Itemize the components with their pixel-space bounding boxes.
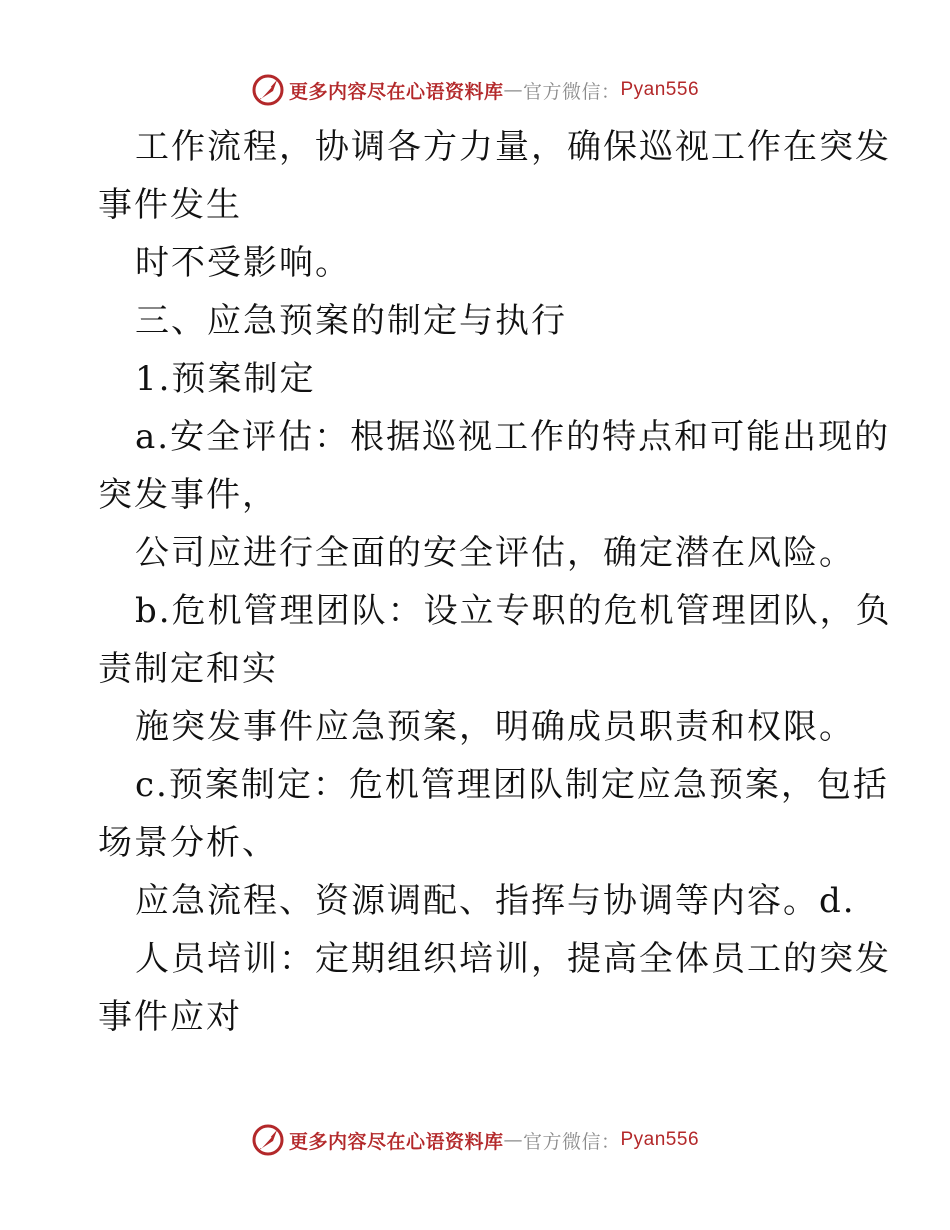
watermark-wechat-id: Pyan556 bbox=[620, 79, 700, 100]
watermark-text: 更多内容尽在心语资料库 bbox=[288, 80, 504, 103]
text-line: c.预案制定：危机管理团队制定应急预案，包括 bbox=[135, 765, 889, 805]
watermark-separator: — bbox=[503, 1129, 523, 1151]
text-line: 责制定和实 bbox=[98, 649, 278, 689]
text-line: 施突发事件应急预案，明确成员职责和权限。 bbox=[135, 707, 855, 747]
text-line: 突发事件， bbox=[98, 475, 278, 515]
text-line: 事件应对 bbox=[98, 997, 242, 1037]
document-body bbox=[98, 118, 892, 1046]
text-line: 时不受影响。 bbox=[135, 243, 351, 283]
text-line: b.危机管理团队：设立专职的危机管理团队，负 bbox=[135, 591, 892, 631]
text-line: 事件发生 bbox=[98, 185, 242, 225]
text-line: 场景分析、 bbox=[98, 823, 278, 863]
watermark-wechat-id: Pyan556 bbox=[620, 1129, 700, 1150]
text-line: 应急流程、资源调配、指挥与协调等内容。d. bbox=[135, 881, 856, 921]
subsection-heading: 1.预案制定 bbox=[135, 359, 316, 399]
watermark-label: 官方微信： bbox=[522, 80, 621, 103]
watermark-text: 更多内容尽在心语资料库 bbox=[288, 1130, 504, 1153]
text-line: 人员培训：定期组织培训，提高全体员工的突发 bbox=[135, 939, 891, 979]
header-watermark bbox=[0, 70, 950, 110]
section-heading: 三、应急预案的制定与执行 bbox=[135, 301, 567, 341]
text-line: 工作流程，协调各方力量，确保巡视工作在突发 bbox=[135, 127, 891, 167]
text-line: 公司应进行全面的安全评估，确定潜在风险。 bbox=[135, 533, 855, 573]
text-line: a.安全评估：根据巡视工作的特点和可能出现的 bbox=[135, 417, 891, 457]
watermark-separator: — bbox=[503, 79, 523, 101]
feather-logo-icon bbox=[251, 73, 285, 107]
feather-logo-icon bbox=[251, 1123, 285, 1157]
footer-watermark bbox=[0, 1120, 950, 1160]
watermark-label: 官方微信： bbox=[522, 1130, 621, 1153]
